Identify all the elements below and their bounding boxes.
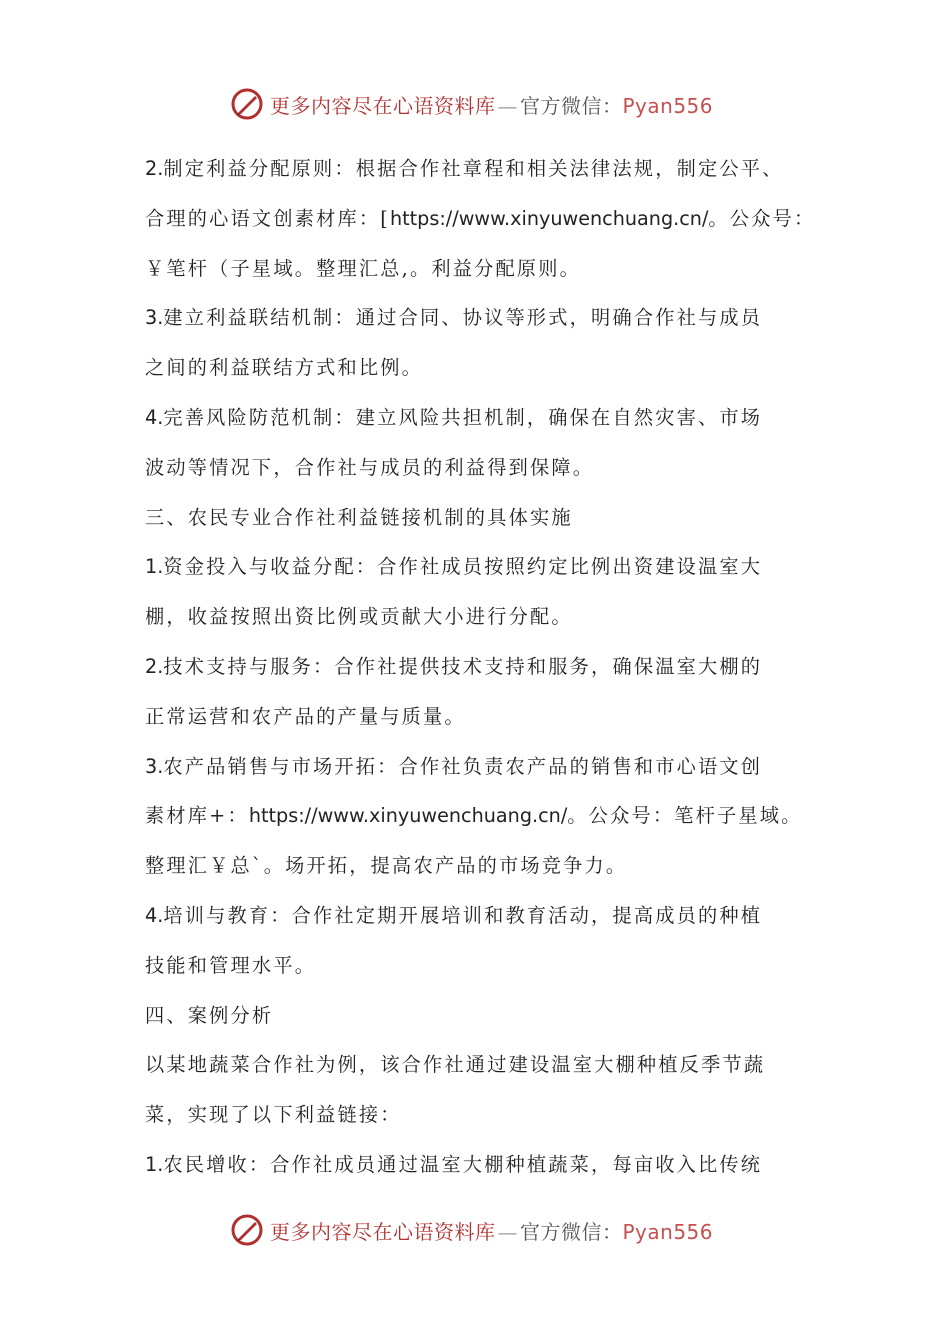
text-line	[145, 493, 815, 543]
item-number: 4.	[145, 903, 164, 927]
line-text: ￥笔杆（子星域。整理汇总,。利益分配原则。	[145, 256, 582, 280]
text-line	[145, 144, 815, 194]
text-line	[145, 891, 815, 941]
text-line	[145, 692, 815, 742]
item-number: 3.	[145, 306, 164, 330]
item-number: 1.	[145, 555, 164, 579]
line-text: 素材库+：	[145, 804, 249, 828]
text-line	[145, 642, 815, 692]
line-text: 整理汇￥总`。场开拓，提高农产品的市场竞争力。	[145, 854, 628, 878]
line-text: 建立利益联结机制：通过合同、协议等形式，明确合作社与成员	[163, 306, 763, 330]
line-text: 正常运营和农产品的产量与质量。	[145, 704, 466, 728]
line-text: 技术支持与服务：合作社提供技术支持和服务，确保温室大棚的	[163, 654, 763, 678]
line-text: 合理的心语文创素材库：[	[145, 206, 390, 230]
line-text: 四、案例分析	[145, 1003, 274, 1027]
line-text: 制定利益分配原则：根据合作社章程和相关法律法规，制定公平、	[163, 157, 784, 180]
text-line	[145, 791, 815, 841]
footer-watermark	[230, 1210, 750, 1250]
line-text: 三、农民专业合作社利益链接机制的具体实施	[145, 505, 573, 529]
item-number: 1.	[145, 1152, 164, 1176]
pen-logo-icon	[230, 87, 264, 121]
line-text: 农民增收：合作社成员通过温室大棚种植蔬菜，每亩收入比传统	[163, 1152, 763, 1176]
item-number: 2.	[145, 654, 164, 678]
watermark-text: 更多内容尽在心语资料库 — 官方微信：Pyan556	[270, 93, 714, 118]
text-line	[145, 592, 815, 642]
watermark-text: 更多内容尽在心语资料库 — 官方微信：Pyan556	[270, 1219, 714, 1244]
line-text: 农产品销售与市场开拓：合作社负责农产品的销售和市心语文创	[163, 754, 763, 778]
text-line	[145, 244, 815, 294]
line-text: 以某地蔬菜合作社为例，该合作社通过建设温室大棚种植反季节蔬	[145, 1053, 766, 1077]
text-line	[145, 194, 815, 244]
text-line	[145, 293, 815, 343]
text-line	[145, 343, 815, 393]
text-line	[145, 393, 815, 443]
text-line	[145, 991, 815, 1041]
line-text: 菜，实现了以下利益链接：	[145, 1103, 402, 1127]
text-line	[145, 1140, 815, 1190]
pen-logo-icon	[230, 1213, 264, 1247]
line-text: 波动等情况下，合作社与成员的利益得到保障。	[145, 455, 595, 479]
line-text: 技能和管理水平。	[145, 953, 317, 977]
text-line	[145, 1090, 815, 1140]
text-line	[145, 742, 815, 792]
url-text: https://www.xinyuwenchuang.cn/	[389, 206, 709, 230]
line-text: 之间的利益联结方式和比例。	[145, 356, 424, 380]
header-watermark	[230, 84, 750, 124]
text-line	[145, 1040, 815, 1090]
line-text: 资金投入与收益分配：合作社成员按照约定比例出资建设温室大	[163, 555, 763, 579]
line-text: 培训与教育：合作社定期开展培训和教育活动，提高成员的种植	[163, 903, 763, 927]
line-text: 。公众号：	[708, 206, 815, 230]
line-text: 完善风险防范机制：建立风险共担机制，确保在自然灾害、市场	[163, 405, 763, 429]
text-line	[145, 841, 815, 891]
line-text: 。公众号：笔杆子星域。	[567, 804, 803, 828]
item-number: 3.	[145, 754, 164, 778]
item-number: 2.	[145, 157, 164, 180]
text-line	[145, 941, 815, 991]
document-body	[145, 144, 815, 1190]
text-line	[145, 443, 815, 493]
text-line	[145, 542, 815, 592]
line-text: 棚，收益按照出资比例或贡献大小进行分配。	[145, 605, 573, 629]
item-number: 4.	[145, 405, 164, 429]
url-text: https://www.xinyuwenchuang.cn/	[248, 804, 568, 828]
